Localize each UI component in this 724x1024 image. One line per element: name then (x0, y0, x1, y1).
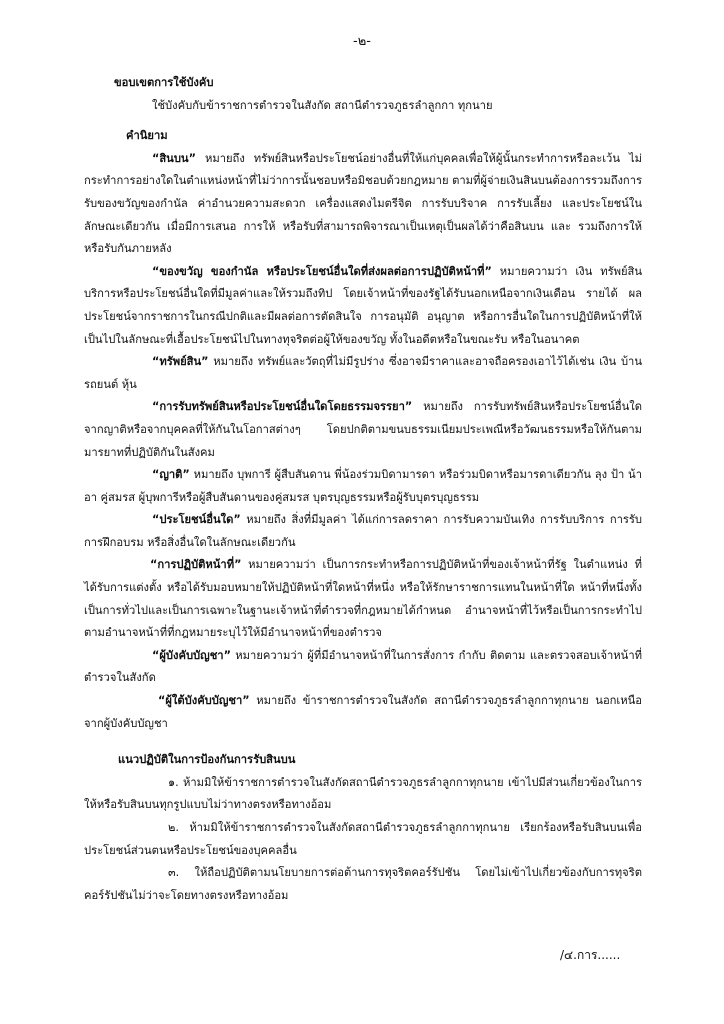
guideline-item: ๓. ให้ถือปฏิบัติตามนโยบายการต่อต้านการทุจริตคอร์รัปชัน โดยไม่เข้าไปเกี่ยวข้องกับการทุจริตคอร์รัปชันไม่ว่าจะโดยทางตรงหรือทางอ้อม (84, 866, 642, 902)
definition-item (84, 509, 642, 554)
page-number: -๒- (353, 34, 371, 49)
definition-item (84, 690, 642, 735)
definition-item (84, 645, 642, 690)
definition-text: หมายถึง ทรัพย์และวัตถุที่ไม่มีรูปร่าง ซึ่งอาจมีราคาและอาจถือครองเอาไว้ได้เช่น เงิน บ้าน รถยนต์ หุ้น (84, 355, 642, 391)
definition-item (84, 261, 642, 351)
scope-text: ใช้บังคับกับข้าราชการตำรวจในสังกัด สถานีตำรวจภูธรลำลูกกา ทุกนาย (152, 98, 493, 112)
definition-term: “สินบน” (152, 151, 196, 165)
definition-item (84, 351, 642, 396)
definition-text: หมายถึง ข้าราชการตำรวจในสังกัด สถานีตำรวจภูธรลำลูกกาทุกนาย นอกเหนือจากผู้บังคับบัญชา (84, 694, 642, 730)
definition-text: หมายถึง สิ่งที่มีมูลค่า ได้แก่การลดราคา การรับความบันเทิง การรับบริการ การรับการฝึกอบรม หรือสิ่งอื่นใดในลักษณะเดียวกัน (84, 513, 642, 549)
definition-term: “ผู้ใต้บังคับบัญชา” (158, 694, 250, 708)
scope-heading: ขอบเขตการใช้บังคับ (114, 76, 214, 89)
definition-text: หมายถึง การรับทรัพย์สินหรือประโยชน์อื่นใดจากญาติหรือจากบุคคลที่ให้กันในโอกาสต่างๆ โดยปกติตามขนบธรรมเนียมประเพณีหรือวัฒนธรรมหรือให้กันตามมารยาทที่ปฏิบัติกันในสังคม (84, 400, 642, 459)
definitions-heading: คำนิยาม (126, 129, 168, 143)
definition-item (84, 464, 642, 509)
definition-item (84, 396, 642, 464)
document-body (84, 72, 642, 907)
definition-term: “ทรัพย์สิน” (152, 355, 209, 369)
definition-term: “การปฏิบัติหน้าที่” (150, 558, 242, 572)
definition-text: หมายความว่า เป็นการกระทำหรือการปฏิบัติหน้าที่ของเจ้าหน้าที่รัฐ ในตำแหน่ง ที่ได้รับการแต่งตั้ง หรือได้รับมอบหมายให้ปฏิบัติหน้าที่ใดหน้าที่หนึ่ง หรือให้รักษาราชการแทนในหน้าที่ใด หน้าที่หนึ่งทั้งเป็นการทั่วไปและเป็นการเฉพาะในฐานะเจ้าหน้าที่ตำรวจที่กฎหมายได้กำหนด อำนาจหน้าที่ไว้หรือเป็นการกระทำไปตามอำนาจหน้าที่ที่กฎหมายระบุไว้ให้มีอำนาจหน้าที่ของตำรวจ (84, 558, 642, 640)
definition-term: “ประโยชน์อื่นใด” (152, 513, 241, 527)
definition-text: หมายความว่า ผู้ที่มีอำนาจหน้าที่ในการสั่งการ กำกับ ติดตาม และตรวจสอบเจ้าหน้าที่ตำรวจในสังกัด (84, 648, 642, 685)
definition-text: หมายถึง ทรัพย์สินหรือประโยชน์อย่างอื่นที่ให้แก่บุคคลเพื่อให้ผู้นั้นกระทำการหรือละเว้น ไม่กระทำการอย่างใดในตำแหน่งหน้าที่ไม่ว่าการนั้นชอบหรือมิชอบด้วยกฎหมาย ตามที่ผู้จ่ายเงินสินบนต้องการรวมถึงการรับของขวัญของกำนัล ค่าอำนวยความสะดวก เครื่องแสดงไมตรีจิต การรับบริจาค การรับเลี้ยง และประโยชน์ในลักษณะเดียวกัน เมื่อมีการเสนอ การให้ หรือรับที่สามารถพิจารณาเป็นเหตุเป็นผลได้ว่าคือสินบน และ รวมถึงการให้หรือรับกันภายหลัง (84, 151, 642, 256)
definition-item (84, 148, 642, 261)
guideline-item: ๑. ห้ามมิให้ข้าราชการตำรวจในสังกัดสถานีตำรวจภูธรลำลูกกาทุกนาย เข้าไปมีส่วนเกี่ยวข้องในการให้หรือรับสินบนทุกรูปแบบไม่ว่าทางตรงหรือทางอ้อม (84, 775, 642, 812)
guideline-item: ๒. ห้ามมิให้ข้าราชการตำรวจในสังกัดสถานีตำรวจภูธรลำลูกกาทุกนาย เรียกร้องหรือรับสินบนเพื่อประโยชน์ส่วนตนหรือประโยชน์ของบุคคลอื่น (84, 821, 642, 857)
definition-term: “ของขวัญ ของกำนัล หรือประโยชน์อื่นใดที่ส่งผลต่อการปฏิบัติหน้าที่” (152, 264, 492, 278)
definition-text: หมายถึง บุพการี ผู้สืบสันดาน พี่น้องร่วมบิดามารดา หรือร่วมบิดาหรือมารดาเดียวกัน ลุง ป้า น้า อา คู่สมรส ผู้บุพการีหรือผู้สืบสันดานของคู่สมรส บุตรบุญธรรมหรือผู้รับบุตรบุญธรรม (84, 468, 642, 504)
definition-text: หมายความว่า เงิน ทรัพย์สิน บริการหรือประโยชน์อื่นใดที่มีมูลค่าและให้รวมถึงทิป โดยเจ้าหน้าที่ของรัฐได้รับนอกเหนือจากเงินเดือน รายได้ ผลประโยชน์จากราชการในกรณีปกติและมีผลต่อการตัดสินใจ การอนุมัติ อนุญาต หรือการอื่นใดในการปฏิบัติหน้าที่ให้เป็นไปในลักษณะที่เอื้อประโยชน์ไปในทางทุจริตต่อผู้ให้ของขวัญ ทั้งในอดีตหรือในขณะรับ หรือในอนาคต (84, 264, 642, 346)
guidelines-heading: แนวปฏิบัติในการป้องกันการรับสินบน (118, 753, 296, 767)
continuation-note: /๔.การ...... (560, 948, 621, 962)
definition-term: “การรับทรัพย์สินหรือประโยชน์อื่นใดโดยธรรมจรรยา” (152, 400, 413, 414)
definition-item (84, 554, 642, 644)
definition-term: “ญาติ” (152, 468, 190, 482)
definition-term: “ผู้บังคับบัญชา” (152, 648, 231, 662)
